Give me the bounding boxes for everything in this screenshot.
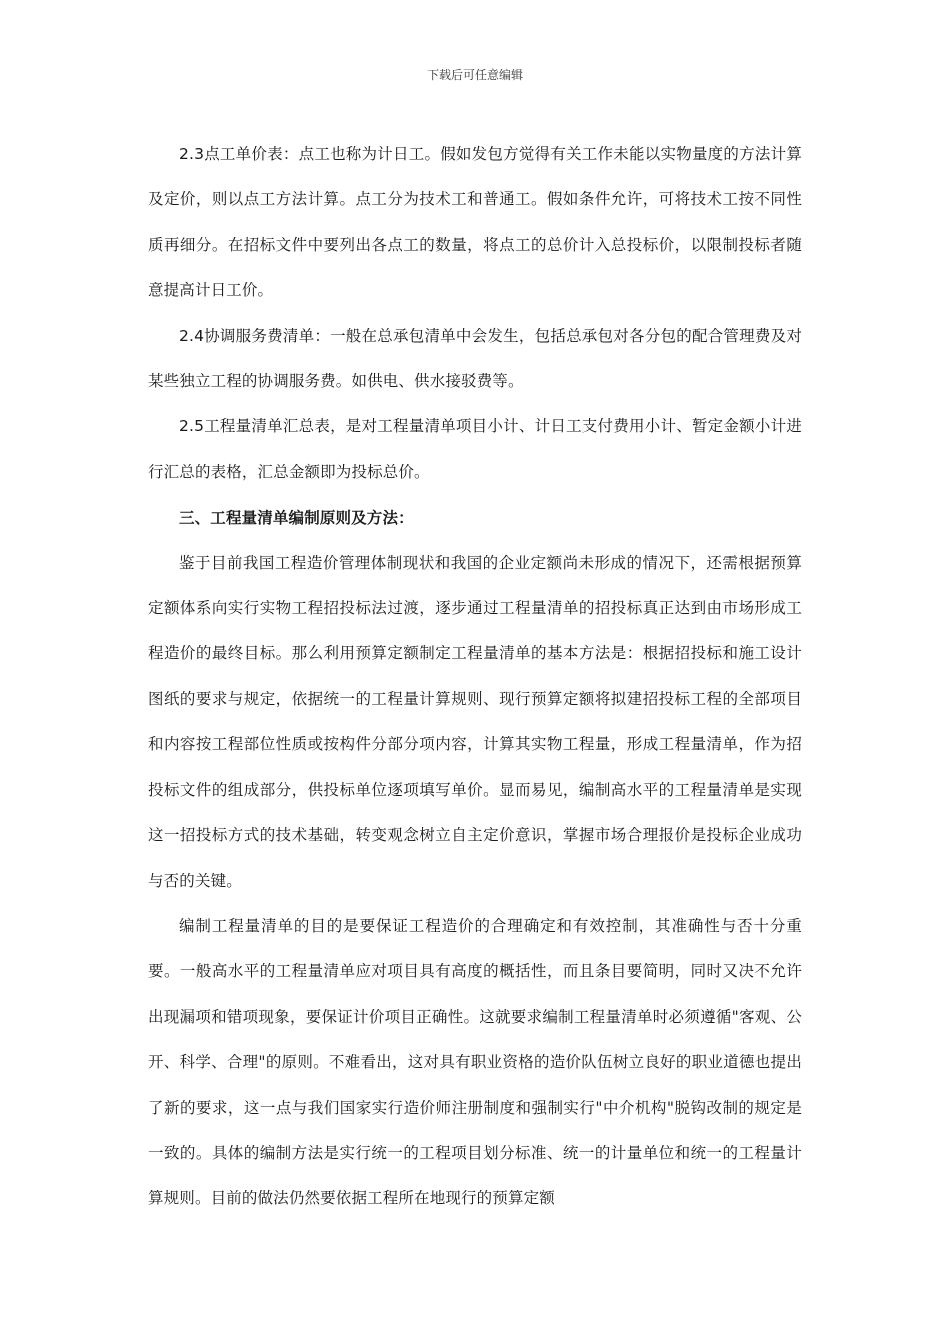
paragraph-text: 协调服务费清单：一般在总承包清单中会发生，包括总承包对各分包的配合管理费及对某些独立工程的协调服务费。如供电、供水接驳费等。 <box>148 326 802 391</box>
body-paragraph: 鉴于目前我国工程造价管理体制现状和我国的企业定额尚未形成的情况下，还需根据预算定额体系向实行实物工程招投标法过渡，逐步通过工程量清单的招投标真正达到由市场形成工程造价的最终目标。那么利用预算定额制定工程量清单的基本方法是：根据招投标和施工设计图纸的要求与规定，依据统一的工程量计算规则、现行预算定额将拟建招投标工程的全部项目和内容按工程部位性质或按构件分部分项内容，计算其实物工程量，形成工程量清单，作为招投标文件的组成部分，供投标单位逐项填写单价。显而易见，编制高水平的工程量清单是实现这一招投标方式的技术基础，转变观念树立自主定价意识，掌握市场合理报价是投标企业成功与否的关键。 <box>148 553 802 890</box>
paragraph-2-3 <box>148 132 802 314</box>
paragraph-text: 工程量清单汇总表，是对工程量清单项目小计、计日工支付费用小计、暂定金额小计进行汇总的表格，汇总金额即为投标总价。 <box>148 417 802 481</box>
paragraph-2-4 <box>148 314 802 405</box>
section-number: 2.5 <box>179 417 205 436</box>
document-body <box>148 132 802 1222</box>
section-heading: 三、工程量清单编制原则及方法： <box>179 508 414 528</box>
section-number: 2.4 <box>179 326 205 345</box>
page-header: 下载后可任意编辑 <box>426 68 523 82</box>
paragraph-text: 点工单价表：点工也称为计日工。假如发包方觉得有关工作未能以实物量度的方法计算及定价，则以点工方法计算。点工分为技术工和普通工。假如条件允许，可将技术工按不同性质再细分。在招标文件中要列出各点工的数量，将点工的总价计入总投标价，以限制投标者随意提高计日工价。 <box>148 145 802 300</box>
paragraph-2-5 <box>148 404 802 495</box>
body-paragraph: 编制工程量清单的目的是要保证工程造价的合理确定和有效控制，其准确性与否十分重要。一般高水平的工程量清单应对项目具有高度的概括性，而且条目要简明，同时又决不允许出现漏项和错项现象，要保证计价项目正确性。这就要求编制工程量清单时必须遵循"客观、公开、科学、合理"的原则。不难看出，这对具有职业资格的造价队伍树立良好的职业道德也提出了新的要求，这一点与我们国家实行造价师注册制度和强制实行"中介机构"脱钩改制的规定是一致的。具体的编制方法是实行统一的工程项目划分标准、统一的计量单位和统一的工程量计算规则。目前的做法仍然要依据工程所在地现行的预算定额 <box>148 916 802 1208</box>
section-number: 2.3 <box>179 145 205 163</box>
